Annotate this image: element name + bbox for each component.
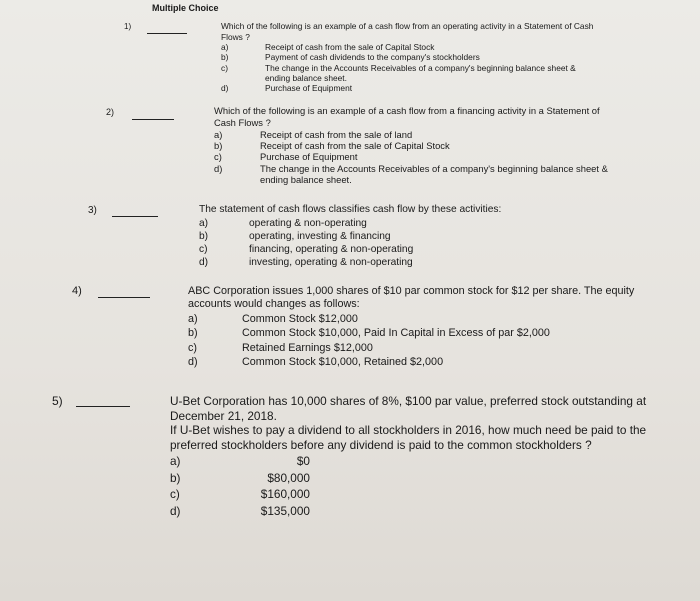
question-1 [221, 21, 601, 93]
option-text: Retained Earnings $12,000 [242, 341, 373, 354]
option-text: operating, investing & financing [249, 230, 391, 242]
option-letter: c) [199, 243, 208, 255]
question-stem: Which of the following is an example of a cash flow from a financing activity in a Statement of Cash Flows ? [214, 105, 600, 128]
option-letter: b) [221, 52, 229, 63]
option-text: $0 [296, 453, 310, 468]
option-letter: a) [221, 42, 229, 52]
question-number: 1) [124, 22, 132, 31]
options-list [188, 312, 648, 369]
option-text: Common Stock $10,000, Paid In Capital in Excess of par $2,000 [242, 327, 550, 340]
option-letter: c) [188, 341, 197, 354]
option-text: Purchase of Equipment [260, 151, 358, 163]
option-letter: b) [199, 230, 209, 242]
answer-blank[interactable] [132, 119, 174, 120]
option-letter: a) [199, 217, 209, 229]
question-stem: The statement of cash flows classifies cash flow by these activities: [199, 204, 502, 215]
option-letter: d) [221, 83, 229, 93]
question-stem: Which of the following is an example of a cash flow from an operating activity in a Statement of Cash Flows ? [221, 21, 594, 42]
option-text: financing, operating & non-operating [249, 243, 414, 255]
option-letter: b) [170, 470, 181, 485]
option-text: The change in the Accounts Receivables of a company's beginning balance sheet & ending balance sheet. [265, 62, 576, 83]
option-text: Receipt of cash from the sale of land [260, 128, 413, 140]
answer-blank[interactable] [147, 33, 187, 34]
option-letter: d) [188, 356, 198, 369]
option-text: $80,000 [267, 470, 310, 485]
question-number: 3) [88, 205, 97, 216]
question-number: 4) [72, 285, 82, 297]
option-text: Common Stock $12,000 [242, 312, 358, 325]
option-text: Common Stock $10,000, Retained $2,000 [242, 356, 444, 369]
option-letter: c) [221, 62, 228, 73]
option-text: $160,000 [260, 487, 310, 502]
page-title: Multiple Choice [152, 3, 219, 13]
question-stem [170, 394, 660, 453]
option-letter: d) [170, 504, 181, 519]
option-letter: c) [214, 151, 222, 163]
options-list [170, 453, 660, 520]
option-letter: a) [188, 312, 198, 325]
option-letter: b) [188, 327, 198, 340]
option-text: operating & non-operating [249, 217, 367, 229]
question-number: 2) [106, 107, 115, 117]
option-letter: c) [170, 487, 180, 502]
options-list [199, 217, 619, 269]
question-4 [188, 285, 648, 369]
option-letter: d) [199, 256, 209, 268]
option-letter: b) [214, 139, 223, 151]
question-stem-line: U-Bet Corporation has 10,000 shares of 8%, $100 par value, preferred stock outstanding at December 21, 2018. [170, 394, 647, 423]
answer-blank[interactable] [112, 216, 158, 217]
question-5 [170, 394, 660, 520]
question-3 [199, 204, 619, 269]
option-letter: a) [214, 128, 223, 140]
option-letter: a) [170, 453, 181, 468]
question-2 [214, 105, 614, 186]
option-text: Purchase of Equipment [265, 83, 353, 93]
option-text: Receipt of cash from the sale of Capital Stock [260, 139, 450, 151]
options-list [214, 129, 614, 186]
option-text: The change in the Accounts Receivables of a company's beginning balance sheet & ending balance sheet. [260, 162, 608, 186]
option-text: $135,000 [260, 504, 310, 519]
option-text: investing, operating & non-operating [249, 256, 413, 268]
question-stem-line: If U-Bet wishes to pay a dividend to all stockholders in 2016, how much need be paid to the preferred stockholders before any dividend is paid to the common stockholders ? [170, 423, 647, 453]
question-stem: ABC Corporation issues 1,000 shares of $10 par common stock for $12 per share. The equity accounts would changes as follows: [188, 285, 635, 311]
option-text: Payment of cash dividends to the company's stockholders [265, 52, 480, 63]
question-number: 5) [52, 394, 63, 408]
answer-blank[interactable] [98, 297, 150, 298]
option-text: Receipt of cash from the sale of Capital Stock [265, 42, 435, 52]
options-list [221, 42, 601, 93]
answer-blank[interactable] [76, 406, 130, 407]
option-letter: d) [214, 162, 223, 174]
